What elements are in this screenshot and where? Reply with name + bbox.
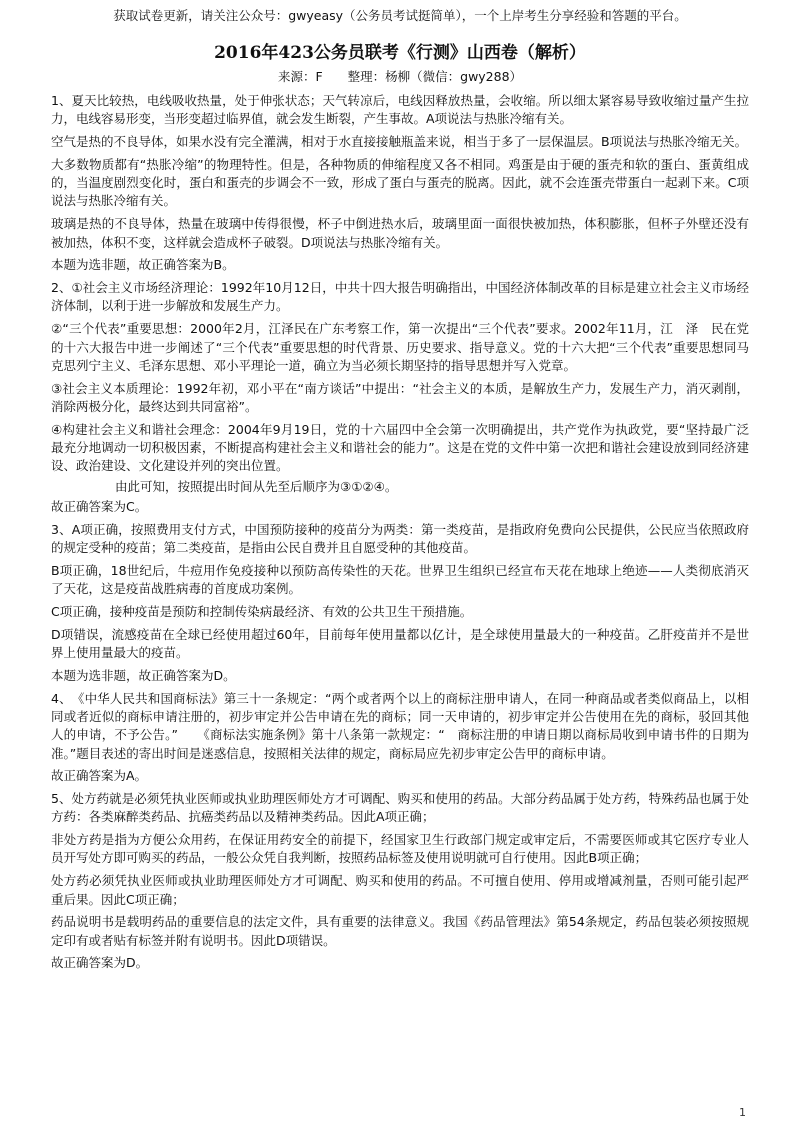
paragraph: 由此可知，按照提出时间从先至后顺序为③①②④。: [115, 478, 398, 494]
paragraph: 故正确答案为A。: [51, 768, 148, 784]
paragraph: B项正确，18世纪后，牛痘用作免疫接种以预防高传染性的天花。世界卫生组织已经宣布天花在地球上绝迹——人类彻底消灭了天花，这是疫苗战胜病毒的首度成功案例。: [51, 562, 749, 597]
paragraph: 玻璃是热的不良导体，热量在玻璃中传得很慢，杯子中倒进热水后，玻璃里面一面很快被加热，体积膨胀，但杯子外壁还没有被加热，体积不变，这样就会造成杯子破裂。D项说法与热胀冷缩有关。: [51, 216, 749, 250]
document-body: [51, 92, 749, 977]
paragraph: ④构建社会主义和谐社会理念：2004年9月19日，党的十六届四中全会第一次明确提出，共产党作为执政党，要“坚持最广泛最充分地调动一切积极因素，不断提高构建社会主义和谐社会的能力”。这是在党的文件中第一次把和谐社会建设放到同经济建设、政治建设、文化建设并列的突出位置。: [51, 421, 749, 474]
paragraph: C项正确，接种疫苗是预防和控制传染病最经济、有效的公共卫生干预措施。: [51, 603, 473, 619]
paragraph: 本题为选非题，故正确答案为D。: [51, 667, 236, 683]
paragraph: ②“三个代表”重要思想：2000年2月，江泽民在广东考察工作，第一次提出“三个代表”要求。2002年11月，江 泽 民在党的十六大报告中进一步阐述了“三个代表”重要思想的时代背景、历史要求、指导意义。党的十六大把“三个代表”重要思想同马克思列宁主义、毛泽东思想、邓小平理论一道，确立为当必须长期坚持的指导思想并写入党章。: [51, 321, 749, 373]
paragraph: ③社会主义本质理论：1992年初，邓小平在“南方谈话”中提出：“社会主义的本质，是解放生产力，发展生产力，消灭剥削，消除两极分化，最终达到共同富裕”。: [51, 380, 749, 414]
paragraph: 5、处方药就是必须凭执业医师或执业助理医师处方才可调配、购买和使用的药品。大部分药品属于处方药，特殊药品也属于处方药：各类麻醉类药品、抗癌类药品以及精神类药品。因此A项正确；: [51, 791, 749, 825]
paragraph: 1、夏天比较热，电线吸收热量，处于伸张状态；天气转凉后，电线因释放热量，会收缩。所以细太紧容易导致收缩过量产生拉力，电线容易形变，当形变超过临界值，就会发生断裂，产生事故。A项说法与热胀冷缩有关。: [51, 93, 749, 127]
paragraph: 处方药必须凭执业医师或执业助理医师处方才可调配、购买和使用的药品。不可擅自使用、停用或增减剂量，否则可能引起严重后果。因此C项正确；: [51, 873, 749, 907]
paragraph: 本题为选非题，故正确答案为B。: [51, 257, 235, 273]
paragraph: 大多数物质都有“热胀冷缩”的物理特性。但是，各种物质的伸缩程度又各不相同。鸡蛋是由于硬的蛋壳和软的蛋白、蛋黄组成的，当温度剧烈变化时，蛋白和蛋壳的步调会不一致，形成了蛋白与蛋壳的脱离。因此，就不会连蛋壳带蛋白一起剥下来。C项说法与热胀冷缩有关。: [51, 156, 749, 209]
paragraph: 非处方药是指为方便公众用药，在保证用药安全的前提下，经国家卫生行政部门规定或审定后，不需要医师或其它医疗专业人员开写处方即可购买的药品，一般公众凭自我判断，按照药品标签及使用说明就可自行使用。因此B项正确；: [51, 832, 749, 866]
paragraph: 药品说明书是载明药品的重要信息的法定文件，具有重要的法律意义。我国《药品管理法》第54条规定，药品包装必须按照规定印有或者贴有标签并附有说明书。因此D项错误。: [51, 914, 749, 948]
paragraph: 故正确答案为D。: [51, 955, 149, 971]
source-line: 来源：F 整理：杨柳（微信：gwy288）: [277, 69, 523, 84]
paragraph: 故正确答案为C。: [51, 498, 148, 514]
paragraph: 3、A项正确，按照费用支付方式，中国预防接种的疫苗分为两类：第一类疫苗，是指政府免费向公民提供，公民应当依照政府的规定受种的疫苗；第二类疫苗，是指由公民自费并且自愿受种的其他疫苗。: [51, 521, 749, 556]
paragraph: D项错误，流感疫苗在全球已经使用超过60年，目前每年使用量都以亿计，是全球使用量最大的一种疫苗。乙肝疫苗并不是世界上使用量最大的疫苗。: [51, 626, 749, 661]
page-number: 1: [739, 1106, 746, 1119]
paragraph: 4、 《中华人民共和国商标法》第三十一条规定：“两个或者两个以上的商标注册申请人，在同一种商品或者类似商品上，以相同或者近似的商标申请注册的，初步审定并公告申请在先的商标；同一天申请的，初步审定并公告使用在先的商标，驳回其他人的申请，不予公告。” 《商标法实施条例》第十八条第一款规定：“ 商标注册的申请日期以商标局收到申请书件的日期为准。”题目表述的寄出时间是迷惑信息，按照相关法律的规定，商标局应先初步审定公告甲的商标申请。: [51, 690, 749, 761]
paragraph: 空气是热的不良导体，如果水没有完全灌满，相对于水直接接触瓶盖来说，相当于多了一层保温层。B项说法与热胀冷缩无关。: [51, 134, 748, 150]
header-banner: 获取试卷更新，请关注公众号：gwyeasy（公务员考试挺简单），一个上岸考生分享经验和答题的平台。: [113, 8, 687, 23]
document-title: 2016年423公务员联考《行测》山西卷（解析）: [214, 43, 586, 63]
paragraph: 2、①社会主义市场经济理论：1992年10月12日，中共十四大报告明确指出，中国经济体制改革的目标是建立社会主义市场经济体制，以利于进一步解放和发展生产力。: [51, 280, 749, 314]
